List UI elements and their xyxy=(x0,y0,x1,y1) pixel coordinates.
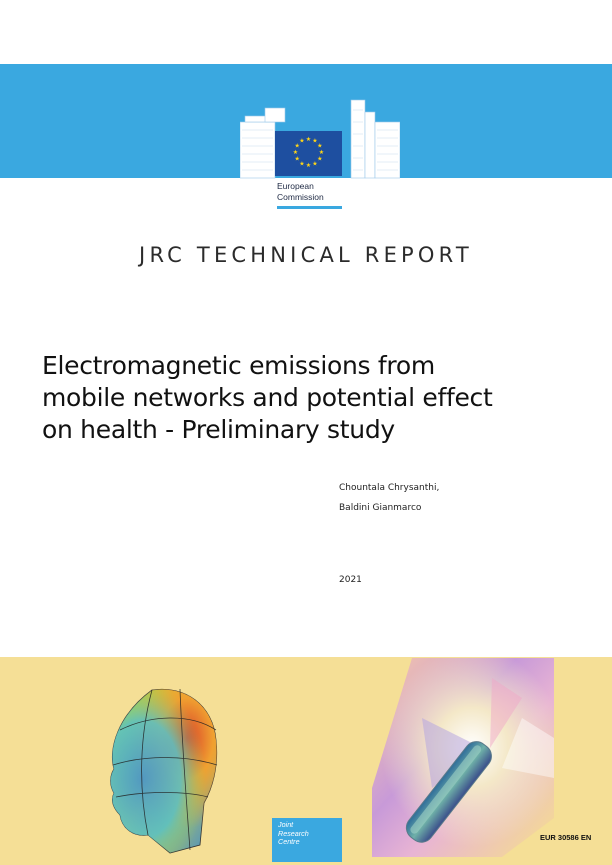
svg-text:★: ★ xyxy=(312,137,318,145)
report-type-heading: JRC TECHNICAL REPORT xyxy=(139,243,473,267)
eu-flag-icon xyxy=(275,131,342,176)
head-sar-simulation-image xyxy=(100,685,222,857)
title-line-3: on health - Preliminary study xyxy=(42,415,395,444)
svg-text:★: ★ xyxy=(294,142,300,150)
author-2: Baldini Gianmarco xyxy=(339,503,422,513)
jrc-line-1: Joint xyxy=(278,820,294,829)
svg-text:★: ★ xyxy=(305,136,312,143)
organisation-line-2: Commission xyxy=(277,192,324,202)
svg-text:★: ★ xyxy=(317,155,323,163)
author-1: Chountala Chrysanthi, xyxy=(339,483,440,493)
report-number: EUR 30586 EN xyxy=(540,833,592,842)
logo-underline xyxy=(277,206,342,209)
jrc-logo xyxy=(272,818,342,862)
antenna-field-simulation-image xyxy=(372,658,554,857)
svg-text:★: ★ xyxy=(305,162,312,169)
svg-text:★: ★ xyxy=(318,149,325,156)
jrc-line-2: Research xyxy=(278,828,309,838)
svg-text:★: ★ xyxy=(312,160,318,168)
title-line-2: mobile networks and potential effect xyxy=(42,383,493,412)
svg-text:★: ★ xyxy=(294,155,300,163)
svg-text:★: ★ xyxy=(317,142,323,150)
svg-text:★: ★ xyxy=(299,137,305,145)
svg-text:★: ★ xyxy=(299,160,305,168)
title-line-1: Electromagnetic emissions from xyxy=(42,351,435,380)
svg-text:★: ★ xyxy=(292,149,299,156)
organisation-line-1: European xyxy=(277,181,314,191)
publication-year: 2021 xyxy=(339,575,362,585)
report-title xyxy=(42,350,562,446)
jrc-line-3: Centre xyxy=(278,837,300,847)
organisation-name xyxy=(277,181,324,203)
